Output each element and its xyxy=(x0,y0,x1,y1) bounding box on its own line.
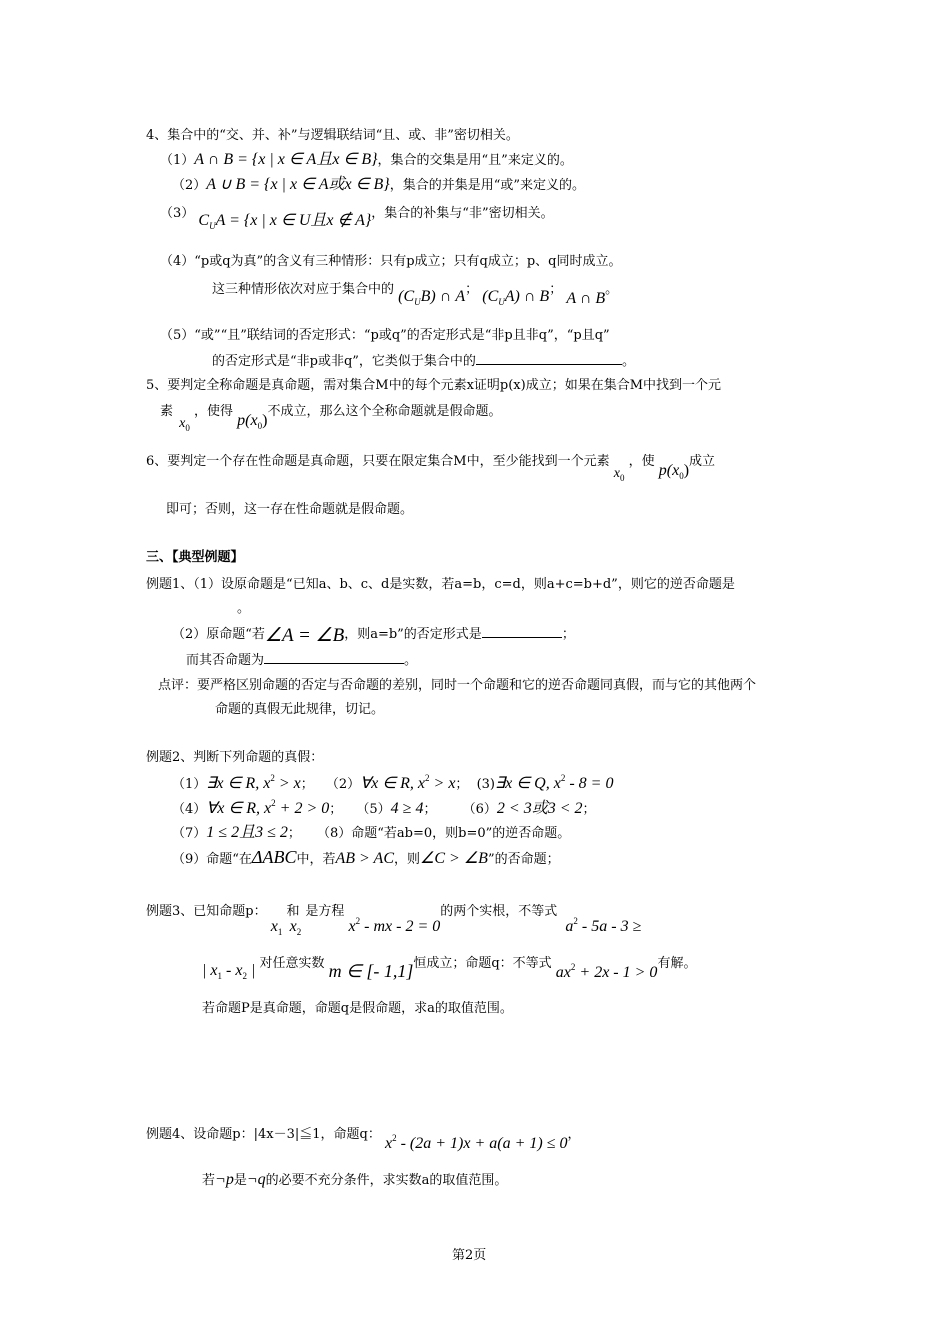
item-number: （1） xyxy=(160,153,195,168)
separator: ； xyxy=(287,826,301,841)
answer-blank[interactable] xyxy=(264,651,404,664)
item-text: ，集合的补集与“非”密切相关。 xyxy=(371,206,554,221)
s4-title: 4、集合中的“交、并、补”与逻辑联结词“且、或、非”密切相关。 xyxy=(146,128,519,143)
ex4-cont xyxy=(202,1171,507,1190)
item-text: 是方程 xyxy=(305,904,345,919)
prop1-formula: ∃x ∈ R, $x^2 > x$ xyxy=(206,773,301,792)
item-number: （1） xyxy=(172,777,207,792)
answer-blank[interactable] xyxy=(476,352,622,365)
item-number: （2） xyxy=(325,777,361,792)
period: 。 xyxy=(621,354,635,369)
ex2-title: 例题2、判断下列命题的真假： xyxy=(146,750,324,765)
item-text: ，则 xyxy=(394,852,421,867)
period: 。 xyxy=(404,653,418,668)
item-text: 的两个实根，不等式 xyxy=(440,904,558,919)
prop6-formula: 2 < 3或3 < 2 xyxy=(496,800,583,817)
s5-text: 5、要判定全称命题是真命题，需对集合M中的每个元素x证明p(x)成立；如果在集合M中找到一个元 xyxy=(146,378,722,393)
q-inequality-formula: $ax^2 + 2x - 1 > 0$ xyxy=(555,962,658,981)
separator: ； xyxy=(549,282,563,297)
item-text: 的否定形式是“非p或非q”，它类似于集合中的 xyxy=(212,354,476,369)
prop2-formula: ∀x ∈ R, $x^2 > x$ xyxy=(360,773,456,792)
union-formula: A ∪ B = {x | x ∈ A或x ∈ B} xyxy=(206,176,390,193)
s4-item4: （4）“p或q为真”的含义有三种情形：只有p成立；只有q成立；p、q同时成立。 xyxy=(160,254,622,269)
x0-symbol: $x_0$ xyxy=(179,416,190,433)
item-text: 例题3、已知命题p： xyxy=(146,904,267,919)
triangle-formula: ΔABC xyxy=(251,847,297,867)
ex2-row3 xyxy=(172,824,570,843)
ex1-item2 xyxy=(172,624,575,644)
ex3-question: 若命题P是真命题，命题q是假命题，求a的取值范围。 xyxy=(202,1001,513,1016)
item-number: （4） xyxy=(172,802,207,817)
ex1-text: 例题1、（1）设原命题是“已知a、b、c、d是实数，若a=b，c=d，则a+c=b+d”，则它的逆否命题是 xyxy=(146,577,735,592)
case3-formula: A ∩ B xyxy=(566,290,606,307)
separator: ， xyxy=(567,1127,581,1142)
angle-formula: ∠C > ∠B xyxy=(420,850,488,867)
s4-item1 xyxy=(160,151,573,170)
x0-symbol: $x_0$ xyxy=(613,466,625,483)
item-text: ”的否命题； xyxy=(487,852,560,867)
separator: ； xyxy=(582,802,596,817)
ex2-row2 xyxy=(172,800,596,819)
item-text: 和 xyxy=(286,904,300,919)
prop5-formula: 4 ≥ 4 xyxy=(390,800,424,817)
separator: ； xyxy=(465,282,479,297)
angle-formula: ∠A = ∠B xyxy=(264,625,345,646)
s6-cont: 即可；否则，这一存在性命题就是假命题。 xyxy=(166,502,414,517)
m-range-formula: m ∈ [- 1,1] xyxy=(328,961,414,981)
item-text: （2）原命题“若 xyxy=(172,627,265,642)
separator: ； xyxy=(561,627,575,642)
x1-symbol: $x_1$ xyxy=(270,918,283,937)
item-text: 有解。 xyxy=(657,956,697,971)
s4-item5: （5）“或”“且”联结词的否定形式：“p或q”的否定形式是“非p且非q”，“p且q” xyxy=(160,328,610,343)
ex2-row4 xyxy=(172,848,560,869)
item-text: 这三种情形依次对应于集合中的 xyxy=(212,282,395,297)
inequality-formula: $a^2 - 5a - 3$ ≥ xyxy=(565,916,642,935)
comment-line2: 命题的真假无此规律，切记。 xyxy=(215,702,385,717)
item-text: ，集合的并集是用“或”来定义的。 xyxy=(389,178,585,193)
item-text: 中，若 xyxy=(296,852,336,867)
section-title: 三、【典型例题】 xyxy=(146,550,244,565)
side-formula: AB > AC xyxy=(335,850,394,867)
intersection-formula: A ∩ B = {x | x ∈ A且x ∈ B} xyxy=(194,151,378,168)
s5-cont xyxy=(160,402,502,433)
item-number: （3） xyxy=(160,206,195,221)
prop3-formula: ∃x ∈ Q, $x^2 - 8 = 0$ xyxy=(495,773,614,792)
ex1-item3 xyxy=(186,651,417,670)
ex3-cont xyxy=(202,952,697,981)
s4-item5-cont xyxy=(212,352,635,371)
item-number: (3) xyxy=(476,777,495,792)
item-text: ，使 xyxy=(628,454,655,469)
prop8-text: （8）命题“若ab=0，则b=0”的逆否命题。 xyxy=(317,826,571,841)
item-number: （2） xyxy=(172,178,207,193)
separator: ； xyxy=(300,777,314,792)
s4-item3 xyxy=(160,204,554,231)
p-x0-formula: $p(x_0)$ xyxy=(237,412,268,431)
separator: ； xyxy=(329,802,343,817)
item-text: 对任意实数 xyxy=(259,956,325,971)
ex4-text xyxy=(146,1125,581,1152)
item-text: 的必要不充分条件，求实数a的取值范围。 xyxy=(265,1173,508,1188)
item-text: ，集合的交集是用“且”来定义的。 xyxy=(377,153,573,168)
item-number: （6） xyxy=(462,802,497,817)
p-x0-formula: $p(x_0)$ xyxy=(658,462,690,481)
case2-formula: $(C_UA)$ ∩ B xyxy=(482,288,550,307)
item-number: （7） xyxy=(172,826,207,841)
ex1-cont: 。 xyxy=(237,601,251,616)
prop7-formula: 1 ≤ 2且3 ≤ 2 xyxy=(206,824,288,841)
s6-text xyxy=(146,452,716,483)
separator: ； xyxy=(423,802,437,817)
not-p-formula: ¬p xyxy=(215,1171,234,1188)
item-text: 而其否命题为 xyxy=(186,653,265,668)
item-text: 恒成立；命题q：不等式 xyxy=(413,956,552,971)
item-text: 不成立，那么这个全称命题就是假命题。 xyxy=(267,404,502,419)
separator: ； xyxy=(455,777,469,792)
item-text: ，使得 xyxy=(194,404,234,419)
complement-formula: $C_UA = \{x$ | x ∈ U且x ∉ A} xyxy=(198,212,372,231)
ex2-row1 xyxy=(172,775,613,794)
item-number: （5） xyxy=(356,802,391,817)
item-text: ，则a=b”的否定形式是 xyxy=(344,627,482,642)
abs-formula: | $x_1 - x_2$ | xyxy=(202,962,256,981)
item-text: （9）命题“在 xyxy=(172,852,252,867)
item-text: 素 xyxy=(160,404,174,419)
item-text: 成立 xyxy=(689,454,716,469)
page-number: 第2页 xyxy=(452,1248,487,1263)
answer-blank[interactable] xyxy=(482,625,562,638)
prop4-formula: ∀x ∈ R, $x^2 + 2 > 0$ xyxy=(206,798,330,817)
s4-item2 xyxy=(172,176,585,195)
x2-symbol: $x_2$ xyxy=(289,918,302,937)
not-q-formula: ¬q xyxy=(246,1171,266,1188)
comment-line1: 点评：要严格区别命题的否定与否命题的差别，同时一个命题和它的逆否命题同真假，而与它的其他两个 xyxy=(158,678,757,693)
item-text: 例题4、设命题p：|4x－3|≦1，命题q： xyxy=(146,1127,381,1142)
case1-formula: $(C_UB)$ ∩ A xyxy=(398,288,466,307)
period: 。 xyxy=(605,282,619,297)
item-text: 6、要判定一个存在性命题是真命题，只要在限定集合M中，至少能找到一个元素 xyxy=(146,454,610,469)
equation-formula: $x^2$ - mx - 2 = 0 xyxy=(348,916,441,935)
s4-item4-cont xyxy=(212,280,619,307)
item-text: 是 xyxy=(233,1173,247,1188)
ex3-text xyxy=(146,902,642,937)
q-formula: $x^2 - (2a + 1)x + a(a + 1) \le 0$ xyxy=(384,1133,568,1152)
item-text: 若 xyxy=(202,1173,216,1188)
